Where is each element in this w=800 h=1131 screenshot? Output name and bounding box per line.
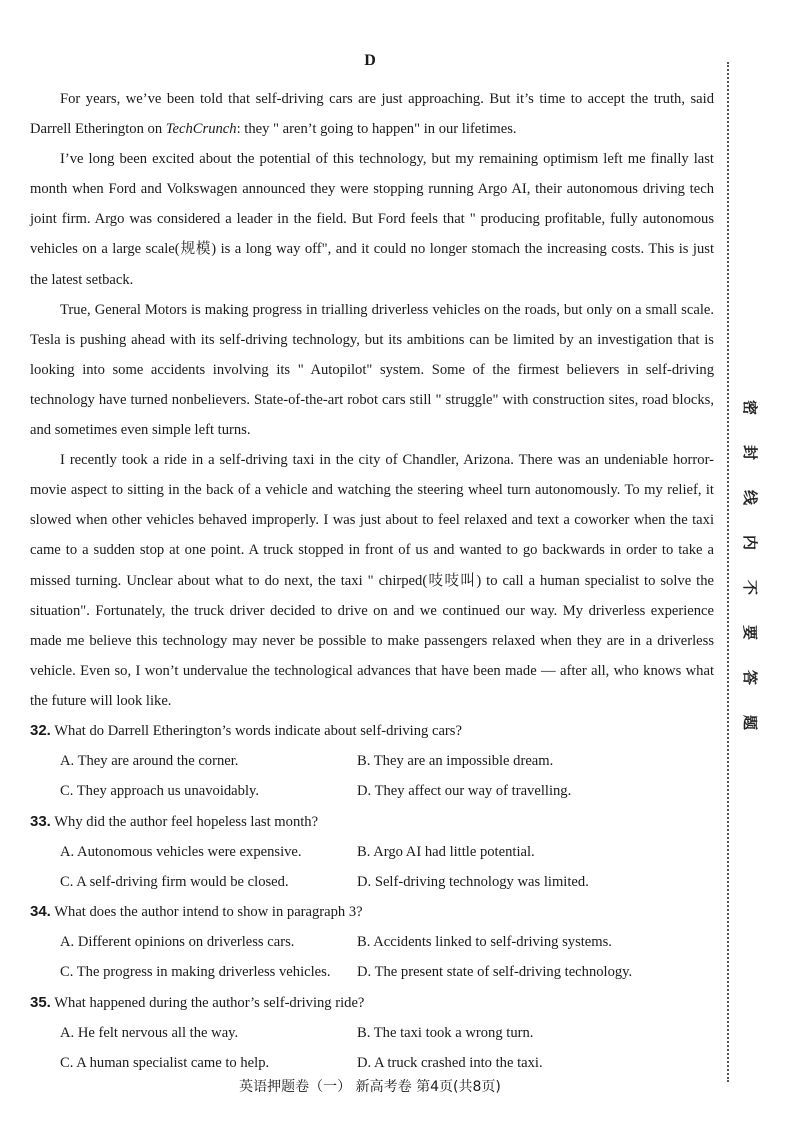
seal-char: 内 (741, 534, 760, 551)
seal-char: 密 (741, 399, 760, 416)
option-c[interactable]: C. A human specialist came to help. (60, 1054, 270, 1071)
question-stem: What does the author intend to show in paragraph 3? (54, 904, 363, 920)
question-list (30, 716, 720, 1078)
question-32 (30, 716, 720, 807)
paragraph-4: I recently took a ride in a self-driving taxi in the city of Chandler, Arizona. There was an undeniable horror-movie aspect to sitting in the back of a vehicle and watching the steering wheel turn autonomously. To my relief, it slowed when other vehicles behaved improperly. I was just about to feel relaxed and text a coworker when the taxi came to a sudden stop at one point. A truck stopped in front of us and wanted to go backwards in order to take a missed turning. Unclear about what to do next, the taxi " chirped(吱吱叫) to call a human specialist to solve the situation". Fortunately, the truck driver decided to drive on and we continued our way. My driverless experience made me believe this technology may never be possible to make passengers relaxed when they are in a driverless vehicle. Even so, I won’t undervalue the technological advances that have been made — after all, who knows what the future will look like. (30, 452, 714, 709)
seal-char: 封 (741, 444, 760, 461)
option-c[interactable]: C. They approach us unavoidably. (60, 783, 259, 799)
paragraph-3: True, General Motors is making progress in trialling driverless vehicles on the roads, but only on a small scale. Tesla is pushing ahead with its self-driving technology, but its ambitions can be limited by an investigation that is looking into some accidents involving its " Autopilot" system. Some of the firmest believers in self-driving technology have turned nonbelievers. State-of-the-art robot cars still " struggle" with construction sites, road blocks, and sometimes even simple left turns. (30, 301, 714, 439)
question-34 (30, 897, 720, 988)
option-d[interactable]: D. The present state of self-driving technology. (357, 964, 633, 980)
option-b[interactable]: B. They are an impossible dream. (357, 753, 554, 769)
option-c[interactable]: C. The progress in making driverless vehicles. (60, 964, 331, 980)
seal-char: 不 (741, 579, 760, 596)
seal-char: 题 (741, 714, 760, 731)
source-italic: TechCrunch (165, 121, 237, 138)
option-b[interactable]: B. Argo AI had little potential. (357, 843, 535, 860)
option-b[interactable]: B. The taxi took a wrong turn. (357, 1024, 534, 1041)
seal-char: 线 (741, 489, 760, 506)
section-heading: D (364, 52, 376, 69)
option-b[interactable]: B. Accidents linked to self-driving systems. (357, 934, 612, 950)
question-33 (30, 807, 720, 898)
option-a[interactable]: A. Different opinions on driverless cars. (60, 934, 295, 950)
seal-dotted-line (727, 62, 729, 1082)
reading-passage (30, 84, 714, 716)
question-number: 32. (30, 722, 51, 739)
question-number: 35. (30, 993, 51, 1011)
option-d[interactable]: D. They affect our way of travelling. (357, 783, 572, 799)
page-footer: 英语押题卷（一） 新高考卷 第4页(共8页) (239, 1079, 501, 1095)
question-number: 34. (30, 903, 51, 920)
seal-char: 要 (741, 624, 760, 641)
option-d[interactable]: D. Self-driving technology was limited. (357, 873, 589, 890)
option-d[interactable]: D. A truck crashed into the taxi. (357, 1054, 543, 1071)
paragraph-2: I’ve long been excited about the potential of this technology, but my remaining optimism left me finally last month when Ford and Volkswagen announced they were stopping running Argo AI, their autonomous driving tech joint firm. Argo was considered a leader in the field. But Ford feels that " producing profitable, fully autonomous vehicles on a large scale(规模) is a long way off", and it could no longer stomach the increasing costs. This is just the latest setback. (30, 151, 714, 288)
question-stem: What happened during the author’s self-driving ride? (54, 994, 365, 1011)
question-stem: Why did the author feel hopeless last month? (54, 813, 319, 830)
option-a[interactable]: A. They are around the corner. (60, 753, 239, 769)
question-number: 33. (30, 812, 51, 830)
question-35 (30, 988, 720, 1079)
option-a[interactable]: A. He felt nervous all the way. (60, 1024, 239, 1041)
option-c[interactable]: C. A self-driving firm would be closed. (60, 873, 289, 890)
seal-line-notice (738, 385, 762, 745)
question-stem: What do Darrell Etherington’s words indicate about self-driving cars? (54, 723, 462, 739)
paragraph-1: For years, we’ve been told that self-driving cars are just approaching. But it’s time to accept the truth, said Darrell Etherington on TechCrunch: they " aren’t going to happen" in our lifetimes. (30, 91, 714, 138)
seal-char: 答 (741, 669, 760, 686)
option-a[interactable]: A. Autonomous vehicles were expensive. (60, 843, 302, 860)
